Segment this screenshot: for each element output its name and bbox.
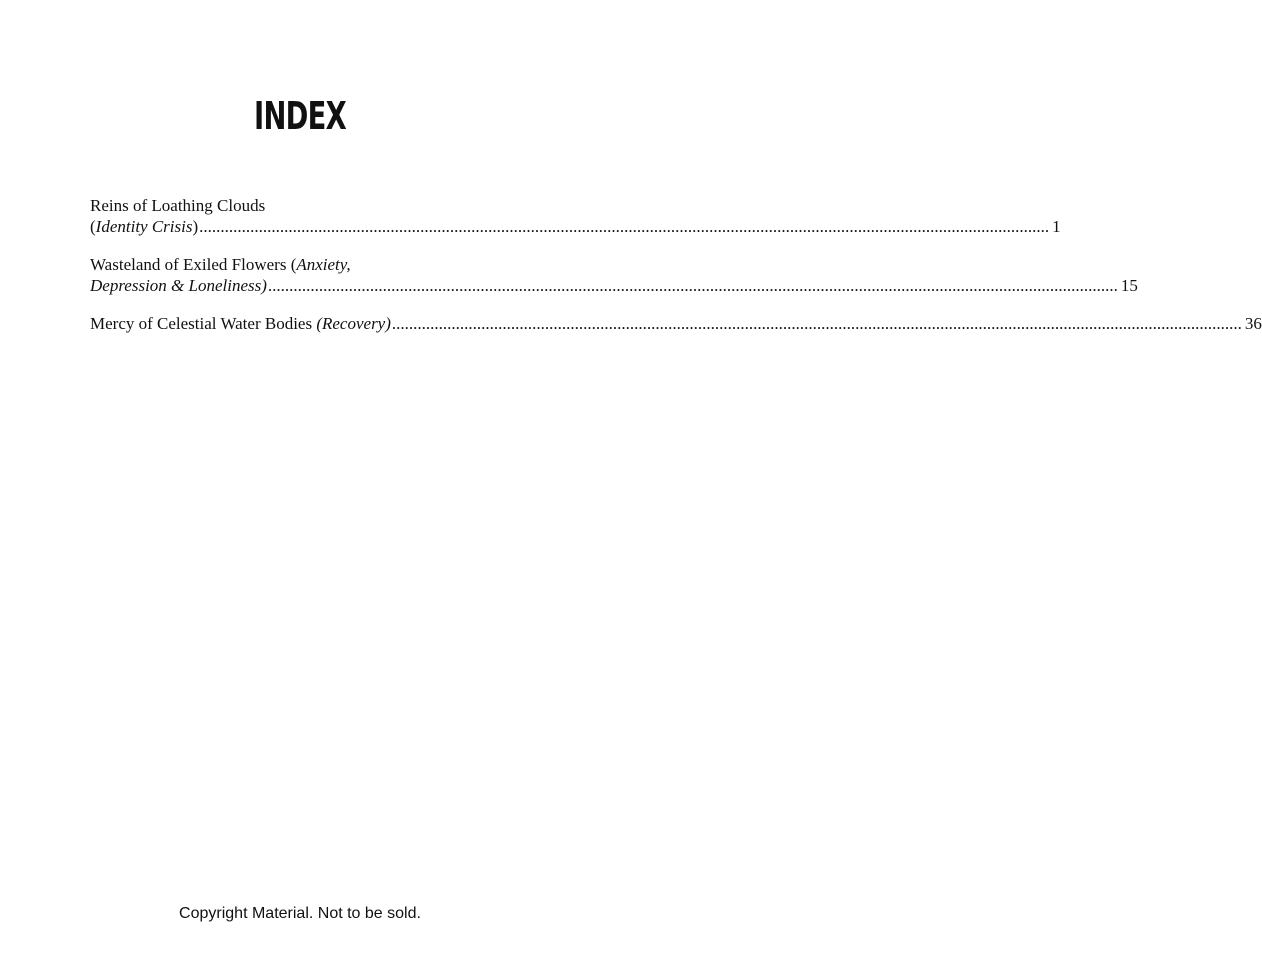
toc-entry-line — [90, 216, 1061, 237]
page-title: INDEX — [254, 94, 346, 138]
toc-entry-line — [90, 254, 510, 275]
toc-entry-title: Reins of Loathing Clouds — [90, 196, 266, 215]
toc-entry-theme: Anxiety, — [296, 255, 351, 274]
toc-entry-theme: (Recovery) — [316, 314, 391, 333]
close-paren: ) — [192, 217, 199, 236]
toc-entry-mercy-of-celestial-water-bodies — [90, 313, 1262, 334]
toc-entry-theme: Identity Crisis — [95, 217, 193, 236]
toc-entry-line — [90, 275, 1138, 296]
toc-entry-theme: Depression & Loneliness) — [90, 276, 267, 295]
toc-entry-reins-of-loathing-clouds — [90, 195, 1061, 237]
toc-entry-line — [90, 313, 1262, 334]
toc-entry-line — [90, 195, 510, 216]
toc-page-number: 1 — [1052, 217, 1061, 236]
toc-entry-title — [90, 254, 351, 275]
dot-leader: ........................................................................................................................................................................................................ — [267, 276, 1118, 295]
toc-page-number: 15 — [1120, 276, 1138, 295]
copyright-notice: Copyright Material. Not to be sold. — [179, 905, 421, 922]
toc-entry-subtitle — [90, 275, 267, 296]
toc-entry-wasteland-of-exiled-flowers — [90, 254, 1138, 296]
dot-leader: ........................................................................................................................................................................................................ — [199, 217, 1050, 236]
toc-page-number: 36 — [1244, 314, 1262, 333]
toc-entry-title-text: Wasteland of Exiled Flowers ( — [90, 255, 297, 274]
open-paren: ( — [90, 217, 96, 236]
table-of-contents — [90, 195, 1262, 351]
toc-entry-title — [90, 313, 391, 334]
toc-entry-subtitle — [90, 216, 198, 237]
toc-entry-title-text: Mercy of Celestial Water Bodies — [90, 314, 317, 333]
dot-leader: ........................................................................................................................................................................................................ — [391, 314, 1242, 333]
